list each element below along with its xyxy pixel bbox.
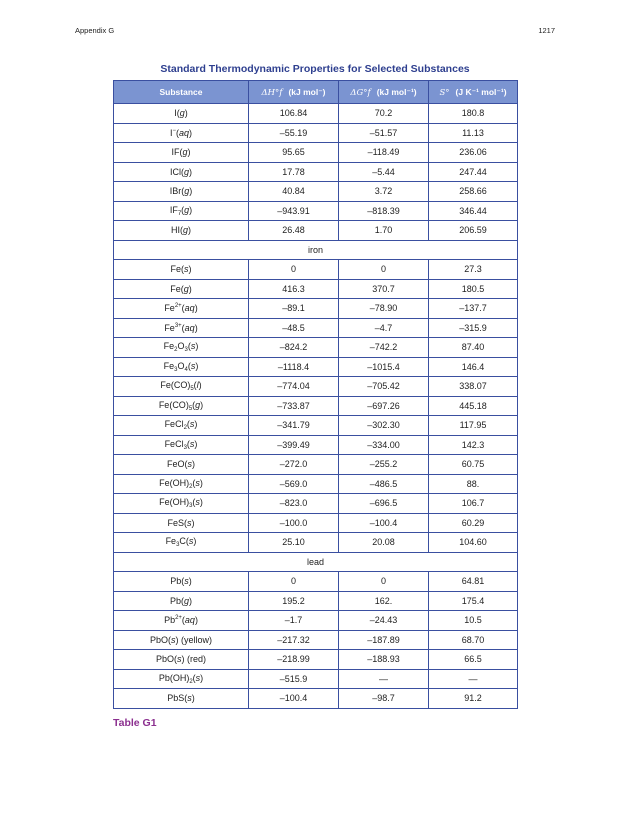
cell-enthalpy: 416.3 — [249, 279, 339, 299]
cell-entropy: 60.29 — [429, 513, 518, 533]
cell-entropy: 10.5 — [429, 611, 518, 631]
cell-substance: Fe(s) — [114, 260, 249, 280]
cell-enthalpy: 0 — [249, 572, 339, 592]
cell-substance: PbO(s) (yellow) — [114, 630, 249, 650]
cell-entropy: 445.18 — [429, 396, 518, 416]
cell-entropy: — — [429, 669, 518, 689]
cell-substance: I−(aq) — [114, 123, 249, 143]
cell-substance: IBr(g) — [114, 182, 249, 202]
cell-entropy: 104.60 — [429, 533, 518, 553]
table-row — [114, 513, 518, 533]
table-body — [114, 104, 518, 709]
cell-enthalpy: –217.32 — [249, 630, 339, 650]
cell-gibbs: –255.2 — [339, 455, 429, 475]
cell-entropy: 88. — [429, 474, 518, 494]
cell-substance: PbO(s) (red) — [114, 650, 249, 670]
cell-gibbs: — — [339, 669, 429, 689]
cell-substance: $Fe_3O_4(s)$ — [114, 357, 249, 377]
table-row — [114, 260, 518, 280]
cell-gibbs: –1015.4 — [339, 357, 429, 377]
cell-entropy: 11.13 — [429, 123, 518, 143]
cell-enthalpy: 17.78 — [249, 162, 339, 182]
section-row — [114, 240, 518, 260]
cell-substance: $Pb(OH)_2(s)$ — [114, 669, 249, 689]
cell-enthalpy: –341.79 — [249, 416, 339, 436]
table-row — [114, 338, 518, 358]
table-row — [114, 494, 518, 514]
cell-substance: $Fe(CO)_5(g)$ — [114, 396, 249, 416]
cell-enthalpy: –733.87 — [249, 396, 339, 416]
cell-entropy: 27.3 — [429, 260, 518, 280]
cell-gibbs: –100.4 — [339, 513, 429, 533]
column-header-unit: (kJ mol⁻¹) — [376, 86, 417, 97]
cell-substance: Pb(s) — [114, 572, 249, 592]
cell-gibbs: –98.7 — [339, 689, 429, 709]
table-row — [114, 201, 518, 221]
cell-gibbs: –696.5 — [339, 494, 429, 514]
table-row — [114, 591, 518, 611]
page-header-left: Appendix G — [75, 26, 115, 35]
cell-entropy: 60.75 — [429, 455, 518, 475]
cell-substance: HI(g) — [114, 221, 249, 241]
table-row — [114, 104, 518, 124]
cell-substance: I(g) — [114, 104, 249, 124]
table-title: Standard Thermodynamic Properties for Selected Substances — [160, 63, 470, 75]
cell-gibbs: –78.90 — [339, 299, 429, 319]
cell-enthalpy: –55.19 — [249, 123, 339, 143]
entropy-symbol: S° — [439, 87, 450, 98]
cell-gibbs: 162. — [339, 591, 429, 611]
table-row — [114, 123, 518, 143]
cell-gibbs: –5.44 — [339, 162, 429, 182]
column-header-unit: (kJ mol⁻) — [288, 86, 326, 97]
table-row — [114, 455, 518, 475]
table-row — [114, 299, 518, 319]
cell-enthalpy: 106.84 — [249, 104, 339, 124]
table-row — [114, 572, 518, 592]
cell-gibbs: –4.7 — [339, 318, 429, 338]
table-caption: Table G1 — [113, 717, 157, 729]
table-row — [114, 221, 518, 241]
cell-entropy: 66.5 — [429, 650, 518, 670]
cell-enthalpy: –89.1 — [249, 299, 339, 319]
cell-entropy: 87.40 — [429, 338, 518, 358]
cell-gibbs: –742.2 — [339, 338, 429, 358]
cell-gibbs: –187.89 — [339, 630, 429, 650]
cell-enthalpy: –1.7 — [249, 611, 339, 631]
table-row — [114, 162, 518, 182]
cell-entropy: 180.5 — [429, 279, 518, 299]
cell-substance: $Fe(OH)_3(s)$ — [114, 494, 249, 514]
cell-substance: $Fe^{2+}(aq)$ — [114, 299, 249, 319]
cell-enthalpy: –218.99 — [249, 650, 339, 670]
page-number: 1217 — [538, 26, 555, 35]
cell-enthalpy: 26.48 — [249, 221, 339, 241]
table-row — [114, 318, 518, 338]
table-row — [114, 279, 518, 299]
cell-enthalpy: 0 — [249, 260, 339, 280]
cell-enthalpy: –48.5 — [249, 318, 339, 338]
cell-substance: $Fe^{3+}(aq)$ — [114, 318, 249, 338]
cell-enthalpy: –943.91 — [249, 201, 339, 221]
cell-entropy: 106.7 — [429, 494, 518, 514]
cell-substance: Fe(g) — [114, 279, 249, 299]
cell-entropy: 206.59 — [429, 221, 518, 241]
cell-substance: $Fe_3C(s)$ — [114, 533, 249, 553]
cell-gibbs: 20.08 — [339, 533, 429, 553]
cell-enthalpy: –569.0 — [249, 474, 339, 494]
cell-enthalpy: –774.04 — [249, 377, 339, 397]
cell-gibbs: –486.5 — [339, 474, 429, 494]
section-label: iron — [114, 240, 518, 260]
cell-gibbs: –118.49 — [339, 143, 429, 163]
cell-gibbs: 3.72 — [339, 182, 429, 202]
cell-substance: $Fe_2O_3(s)$ — [114, 338, 249, 358]
cell-enthalpy: –823.0 — [249, 494, 339, 514]
section-label: lead — [114, 552, 518, 572]
cell-gibbs: –51.57 — [339, 123, 429, 143]
table-row — [114, 689, 518, 709]
column-header-enthalpy — [249, 81, 339, 104]
table-row — [114, 143, 518, 163]
cell-enthalpy: –399.49 — [249, 435, 339, 455]
cell-substance: FeO(s) — [114, 455, 249, 475]
cell-enthalpy: 195.2 — [249, 591, 339, 611]
cell-substance: $IF_7(g)$ — [114, 201, 249, 221]
section-row — [114, 552, 518, 572]
table-row — [114, 435, 518, 455]
table-row — [114, 669, 518, 689]
cell-entropy: 146.4 — [429, 357, 518, 377]
cell-gibbs: 1.70 — [339, 221, 429, 241]
cell-entropy: 247.44 — [429, 162, 518, 182]
cell-substance: FeCl$_2$(s) — [114, 416, 249, 436]
cell-gibbs: –188.93 — [339, 650, 429, 670]
cell-gibbs: –818.39 — [339, 201, 429, 221]
table-row — [114, 611, 518, 631]
cell-entropy: –137.7 — [429, 299, 518, 319]
cell-gibbs: –705.42 — [339, 377, 429, 397]
table-row — [114, 377, 518, 397]
cell-enthalpy: 95.65 — [249, 143, 339, 163]
table-row — [114, 416, 518, 436]
column-header-unit: (J K⁻¹ mol⁻¹) — [455, 86, 507, 97]
cell-gibbs: –24.43 — [339, 611, 429, 631]
cell-gibbs: –697.26 — [339, 396, 429, 416]
cell-entropy: 64.81 — [429, 572, 518, 592]
cell-enthalpy: –515.9 — [249, 669, 339, 689]
cell-enthalpy: 40.84 — [249, 182, 339, 202]
cell-gibbs: –302.30 — [339, 416, 429, 436]
cell-enthalpy: –824.2 — [249, 338, 339, 358]
cell-gibbs: 70.2 — [339, 104, 429, 124]
cell-entropy: 346.44 — [429, 201, 518, 221]
table-row — [114, 357, 518, 377]
column-header-label: Substance — [159, 87, 203, 97]
table-row — [114, 630, 518, 650]
thermo-table — [113, 80, 518, 709]
cell-substance: $Pb^{2+}(aq)$ — [114, 611, 249, 631]
cell-entropy: 338.07 — [429, 377, 518, 397]
cell-substance: FeS(s) — [114, 513, 249, 533]
enthalpy-symbol: ΔH°f — [261, 87, 283, 98]
column-header-substance — [114, 81, 249, 104]
cell-substance: $Fe(OH)_2(s)$ — [114, 474, 249, 494]
cell-gibbs: –334.00 — [339, 435, 429, 455]
cell-substance: $Fe(CO)_5(l)$ — [114, 377, 249, 397]
cell-enthalpy: 25.10 — [249, 533, 339, 553]
cell-entropy: 175.4 — [429, 591, 518, 611]
cell-gibbs: 0 — [339, 260, 429, 280]
column-header-entropy — [429, 81, 518, 104]
cell-enthalpy: –100.0 — [249, 513, 339, 533]
cell-entropy: 91.2 — [429, 689, 518, 709]
cell-enthalpy: –1118.4 — [249, 357, 339, 377]
gibbs-symbol: ΔG°f — [350, 87, 371, 98]
cell-substance: ICl(g) — [114, 162, 249, 182]
cell-entropy: 180.8 — [429, 104, 518, 124]
cell-gibbs: 370.7 — [339, 279, 429, 299]
table-header-row — [114, 81, 518, 104]
table-row — [114, 396, 518, 416]
cell-entropy: 258.66 — [429, 182, 518, 202]
cell-substance: PbS(s) — [114, 689, 249, 709]
cell-enthalpy: –100.4 — [249, 689, 339, 709]
column-header-gibbs — [339, 81, 429, 104]
cell-entropy: –315.9 — [429, 318, 518, 338]
cell-substance: Pb(g) — [114, 591, 249, 611]
cell-entropy: 68.70 — [429, 630, 518, 650]
table-row — [114, 474, 518, 494]
table-row — [114, 182, 518, 202]
cell-entropy: 236.06 — [429, 143, 518, 163]
cell-gibbs: 0 — [339, 572, 429, 592]
table-row — [114, 650, 518, 670]
cell-entropy: 117.95 — [429, 416, 518, 436]
cell-entropy: 142.3 — [429, 435, 518, 455]
cell-substance: FeCl$_3$(s) — [114, 435, 249, 455]
table-row — [114, 533, 518, 553]
cell-enthalpy: –272.0 — [249, 455, 339, 475]
cell-substance: IF(g) — [114, 143, 249, 163]
